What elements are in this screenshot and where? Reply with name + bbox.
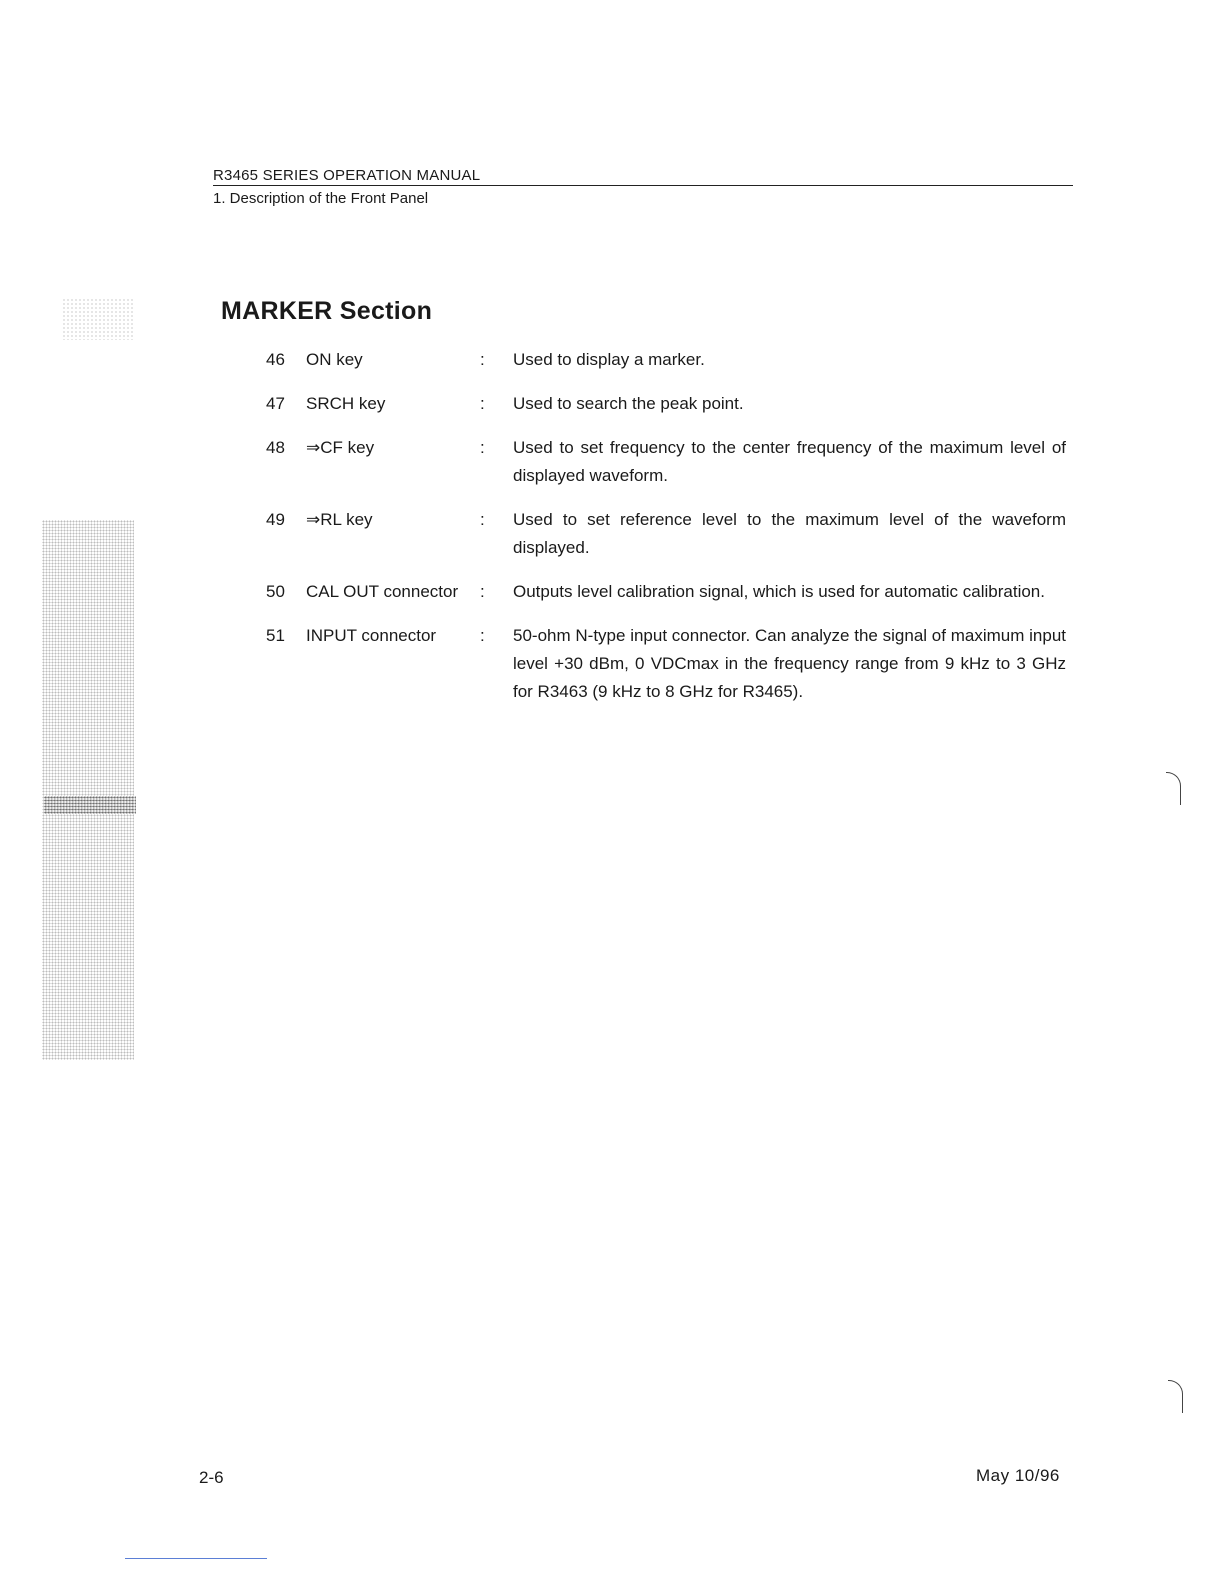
chapter-title: 1. Description of the Front Panel [213, 190, 429, 207]
footer-divider [125, 1558, 267, 1559]
entry-name: INPUT connector [306, 626, 437, 645]
entry-description: Used to set frequency to the center frequency of the maximum level of displayed waveform. [513, 438, 1066, 485]
page-number: 2-6 [199, 1468, 224, 1487]
entry-name: ⇒CF key [306, 438, 375, 457]
scan-artifact [1166, 772, 1181, 805]
list-item [266, 390, 1066, 418]
entry-description: Used to set reference level to the maximum level of the waveform displayed. [513, 510, 1066, 557]
section-title: MARKER Section [221, 297, 433, 325]
entry-number: 47 [266, 394, 285, 413]
entry-name: ON key [306, 350, 363, 369]
entry-name: ⇒RL key [306, 510, 373, 529]
scan-artifact [44, 796, 136, 814]
entry-separator: : [480, 626, 485, 645]
list-item [266, 578, 1066, 606]
entry-separator: : [480, 510, 485, 529]
scan-artifact [42, 520, 134, 1060]
list-item [266, 506, 1066, 562]
scan-artifact [62, 298, 134, 340]
list-item [266, 622, 1066, 706]
manual-title: R3465 SERIES OPERATION MANUAL [213, 167, 1073, 186]
entry-separator: : [480, 438, 485, 457]
entry-description: Outputs level calibration signal, which is used for automatic calibration. [513, 582, 1045, 601]
entry-description: Used to display a marker. [513, 350, 705, 369]
entry-number: 50 [266, 582, 285, 601]
entry-number: 48 [266, 438, 285, 457]
entry-number: 46 [266, 350, 285, 369]
entry-description: Used to search the peak point. [513, 394, 744, 413]
entry-name: CAL OUT connector [306, 582, 459, 601]
entry-separator: : [480, 350, 485, 369]
list-item [266, 346, 1066, 374]
list-item [266, 434, 1066, 490]
scan-artifact [1168, 1380, 1183, 1413]
entry-name: SRCH key [306, 394, 386, 413]
revision-date: May 10/96 [976, 1466, 1060, 1485]
entry-separator: : [480, 394, 485, 413]
entry-number: 51 [266, 626, 285, 645]
entry-separator: : [480, 582, 485, 601]
entry-number: 49 [266, 510, 285, 529]
page-header [213, 167, 1073, 207]
entry-description: 50-ohm N-type input connector. Can analyze the signal of maximum input level +30 dBm, 0 VDCmax in the frequency range from 9 kHz to 3 GHz for R3463 (9 kHz to 8 GHz for R3465). [513, 626, 1066, 701]
entry-list [266, 346, 1066, 722]
